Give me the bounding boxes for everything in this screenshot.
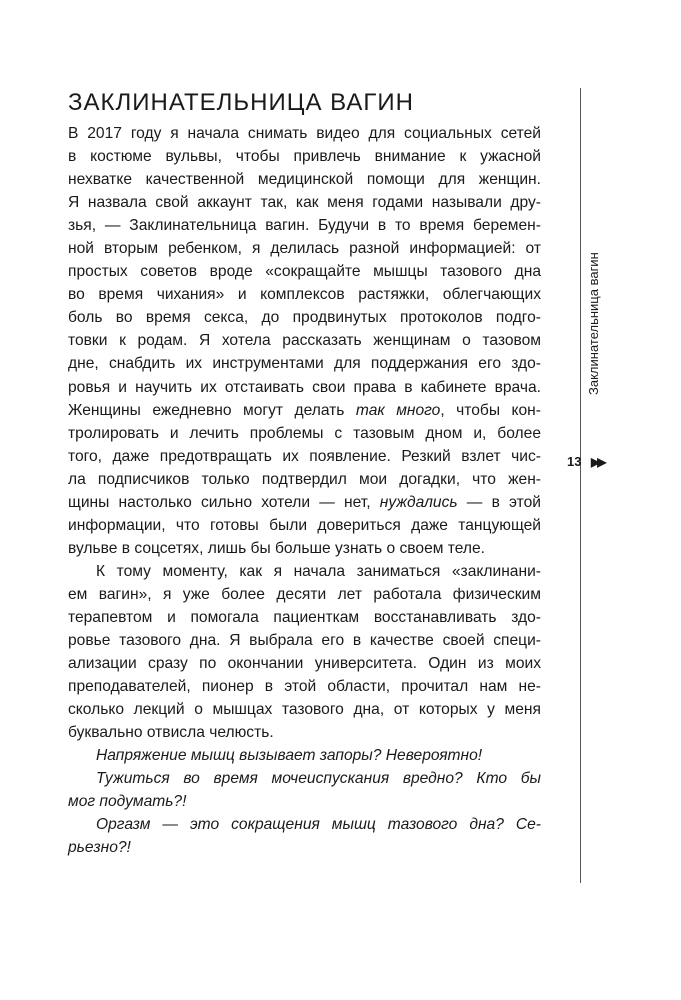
text-line: ной вторым ребенком, я делилась разной информацией: от bbox=[68, 240, 541, 258]
text-line: мог подумать?! bbox=[68, 793, 187, 811]
text-line: ровья и научить их отстаивать свои права в кабинете врача. bbox=[68, 378, 541, 396]
text-line: ализации сразу по окончании университета. Один из моих bbox=[68, 655, 541, 673]
text-line: вульве в соцсетях, лишь бы больше узнать о своем теле. bbox=[68, 539, 486, 557]
text-line: рьезно?! bbox=[68, 839, 131, 857]
text-line: Тужиться во время мочеиспускания вредно? Кто бы bbox=[96, 770, 541, 788]
chapter-title: ЗАКЛИНАТЕЛЬНИЦА ВАГИН bbox=[68, 89, 414, 116]
text-line: В 2017 году я начала снимать видео для социальных сетей bbox=[68, 125, 541, 142]
double-arrow-icon: ▶▶ bbox=[591, 455, 604, 469]
text-line: тролировать и лечить проблемы с тазовым дном и, более bbox=[68, 424, 541, 442]
text-line: боль во время секса, до продвинутых протоколов подго- bbox=[68, 309, 541, 327]
text-line: преподавателей, пионер в этой области, прочитал нам не- bbox=[68, 678, 541, 696]
text-line: Оргазм — это сокращения мышц тазового дна? Се- bbox=[96, 816, 541, 834]
emphasis-text: так много bbox=[355, 401, 441, 419]
text-line: информации, что готовы были довериться даже танцующей bbox=[68, 516, 541, 534]
text-line: нехватке качественной медицинской помощи для женщин. bbox=[68, 171, 541, 189]
emphasis-text: нуждались bbox=[379, 493, 458, 511]
text-line: Напряжение мышц вызывает запоры? Невероятно! bbox=[96, 747, 483, 765]
text-line: сколько лекций о мышцах тазового дна, от которых у меня bbox=[68, 701, 541, 719]
text-line: Я назвала свой аккаунт так, как меня годами называли дру- bbox=[68, 194, 541, 212]
text-line: того, даже предотвращать их появление. Резкий взлет чис- bbox=[68, 447, 541, 465]
text-line: К тому моменту, как я начала заниматься «заклинани- bbox=[96, 562, 541, 580]
margin-rule bbox=[580, 88, 581, 883]
text-line: в костюме вульвы, чтобы привлечь внимание к ужасной bbox=[68, 148, 541, 166]
body-text bbox=[68, 122, 541, 860]
text-line: буквально отвисла челюсть. bbox=[68, 724, 274, 742]
text-line: во время чихания» и комплексов растяжки, облегчающих bbox=[68, 286, 541, 304]
text-line: зья, — Заклинательница вагин. Будучи в то время беремен- bbox=[68, 217, 541, 235]
text-line: товки к родам. Я хотела рассказать женщинам о тазовом bbox=[68, 332, 541, 350]
text-line: ем вагин», я уже более десяти лет работала физическим bbox=[68, 585, 541, 603]
text-line: ла подписчиков только подтвердил мои догадки, что жен- bbox=[68, 470, 541, 488]
running-head: Заклинательница вагин bbox=[586, 252, 601, 395]
text-line: Женщины ежедневно могут делать так много, чтобы кон- bbox=[68, 401, 541, 419]
text-line: терапевтом и помогала пациенткам восстанавливать здо- bbox=[68, 608, 541, 626]
text-line: простых советов вроде «сокращайте мышцы тазового дна bbox=[68, 263, 541, 281]
text-line: ровье тазового дна. Я выбрала его в качестве своей специ- bbox=[68, 632, 541, 650]
text-line: дне, снабдить их инструментами для поддержания его здо- bbox=[68, 355, 541, 373]
page-number: 13 bbox=[567, 454, 582, 469]
text-line: щины настолько сильно хотели — нет, нуждались — в этой bbox=[68, 493, 541, 511]
